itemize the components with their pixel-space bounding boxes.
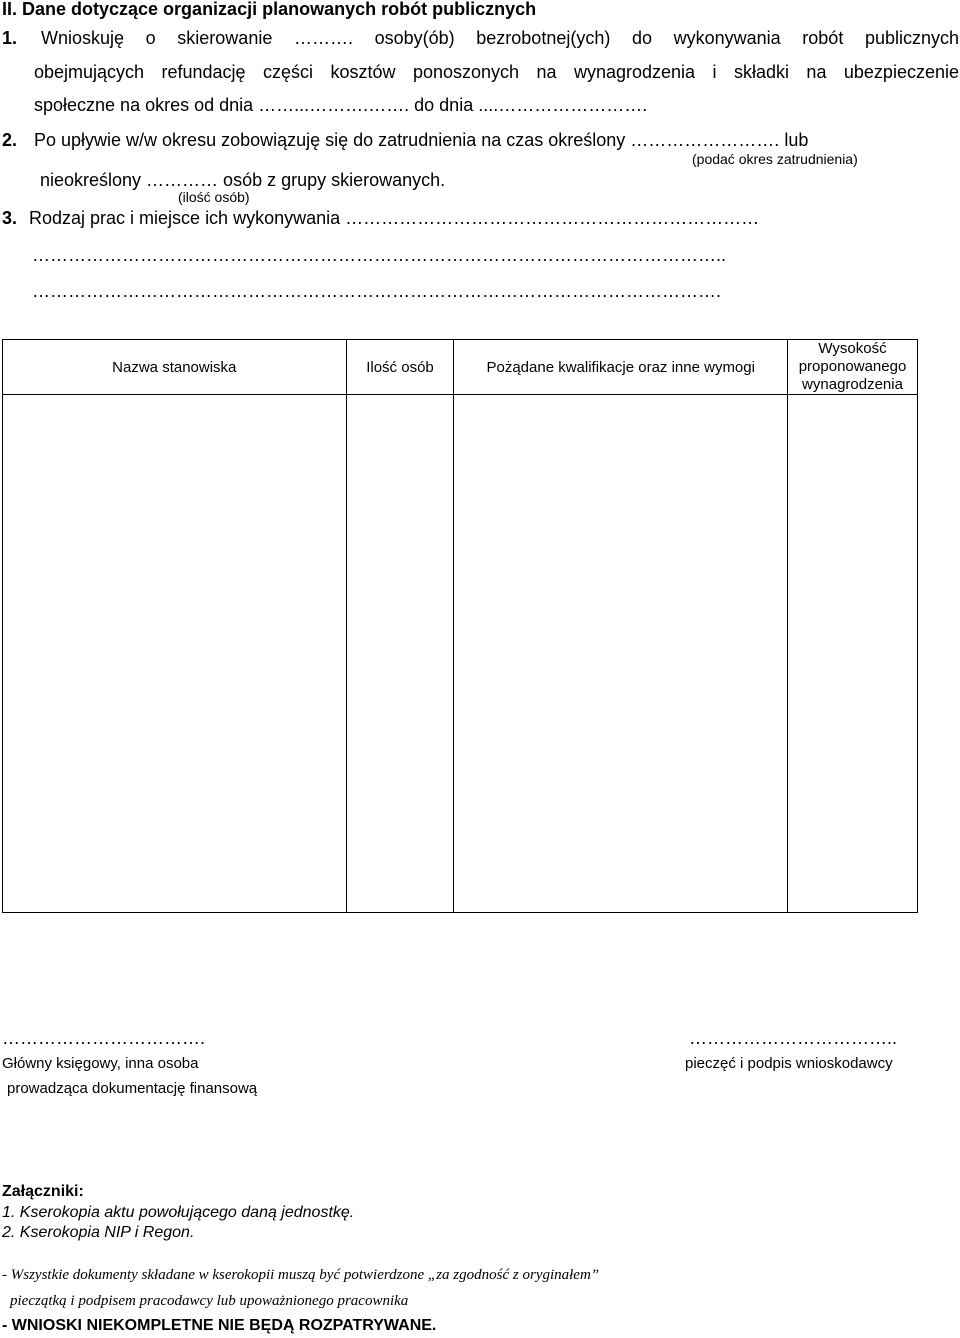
- attachment-item: 2. Kserokopia NIP i Regon.: [2, 1224, 195, 1241]
- item3-number: 3.: [2, 208, 18, 228]
- item2-line2: nieokreślony ………… osób z grupy skierowanych.: [40, 170, 446, 190]
- table-body-row: [3, 395, 918, 913]
- signature-right-label: pieczęć i podpis wnioskodawcy: [685, 1055, 893, 1072]
- header-qualifications: Pożądane kwalifikacje oraz inne wymogi: [454, 340, 788, 395]
- item1-number: 1.: [2, 28, 18, 48]
- item1-line1: Wnioskuję o skierowanie ………. osoby(ób) bezrobotnej(ych) do wykonywania robót publicznych: [41, 28, 959, 48]
- header-salary-line1: Wysokość: [818, 340, 887, 357]
- header-position-name: Nazwa stanowiska: [3, 340, 347, 395]
- cell-people-count[interactable]: [346, 395, 454, 913]
- item2-hint-period: (podać okres zatrudnienia): [692, 151, 858, 167]
- cell-position-name[interactable]: [3, 395, 347, 913]
- item1-line3: społeczne na okres od dnia ……...……….……. do dnia ....…………………….: [34, 95, 648, 115]
- cell-salary[interactable]: [788, 395, 918, 913]
- signature-left-line1: Główny księgowy, inna osoba: [2, 1055, 199, 1072]
- item2-line1: Po upływie w/w okresu zobowiązuję się do zatrudnienia na czas określony ……………………. lub: [34, 130, 809, 150]
- attachments-heading: Załączniki:: [2, 1183, 84, 1200]
- item1-line2: obejmujących refundację części kosztów ponoszonych na wynagrodzenia i składki na ubezpieczenie: [34, 62, 959, 82]
- item3-dots2: …………………………………………………………………………………………………….: [32, 281, 722, 301]
- item2-hint-count: (ilość osób): [178, 189, 250, 205]
- item3-line1: Rodzaj prac i miejsce ich wykonywania ……………………………………………………………: [29, 208, 760, 228]
- signature-right-dots: ……………………………..: [689, 1028, 898, 1048]
- header-salary-line2: proponowanego: [798, 358, 907, 375]
- note-line2: pieczątką i podpisem pracodawcy lub upoważnionego pracownika: [10, 1293, 409, 1309]
- attachment-item: 1. Kserokopia aktu powołującego daną jednostkę.: [2, 1204, 355, 1221]
- note-line1: - Wszystkie dokumenty składane w kserokopii muszą być potwierdzone „za zgodność z oryginałem”: [2, 1267, 600, 1283]
- item3-dots1: ……………………………………………………………………………………………………..: [32, 245, 727, 265]
- header-people-count: Ilość osób: [346, 340, 454, 395]
- signature-left-dots: …………………………….: [2, 1028, 206, 1048]
- section-title: II. Dane dotyczące organizacji planowanych robót publicznych: [2, 0, 537, 19]
- header-salary-line3: wynagrodzenia: [802, 376, 903, 393]
- item2-number: 2.: [2, 130, 18, 150]
- incomplete-warning: - WNIOSKI NIEKOMPLETNE NIE BĘDĄ ROZPATRYWANE.: [2, 1317, 437, 1334]
- signature-left-line2: prowadząca dokumentację finansową: [7, 1080, 258, 1097]
- cell-qualifications[interactable]: [454, 395, 788, 913]
- jobs-table: [2, 339, 918, 913]
- table-header-row: [3, 340, 918, 395]
- header-salary: [788, 340, 918, 395]
